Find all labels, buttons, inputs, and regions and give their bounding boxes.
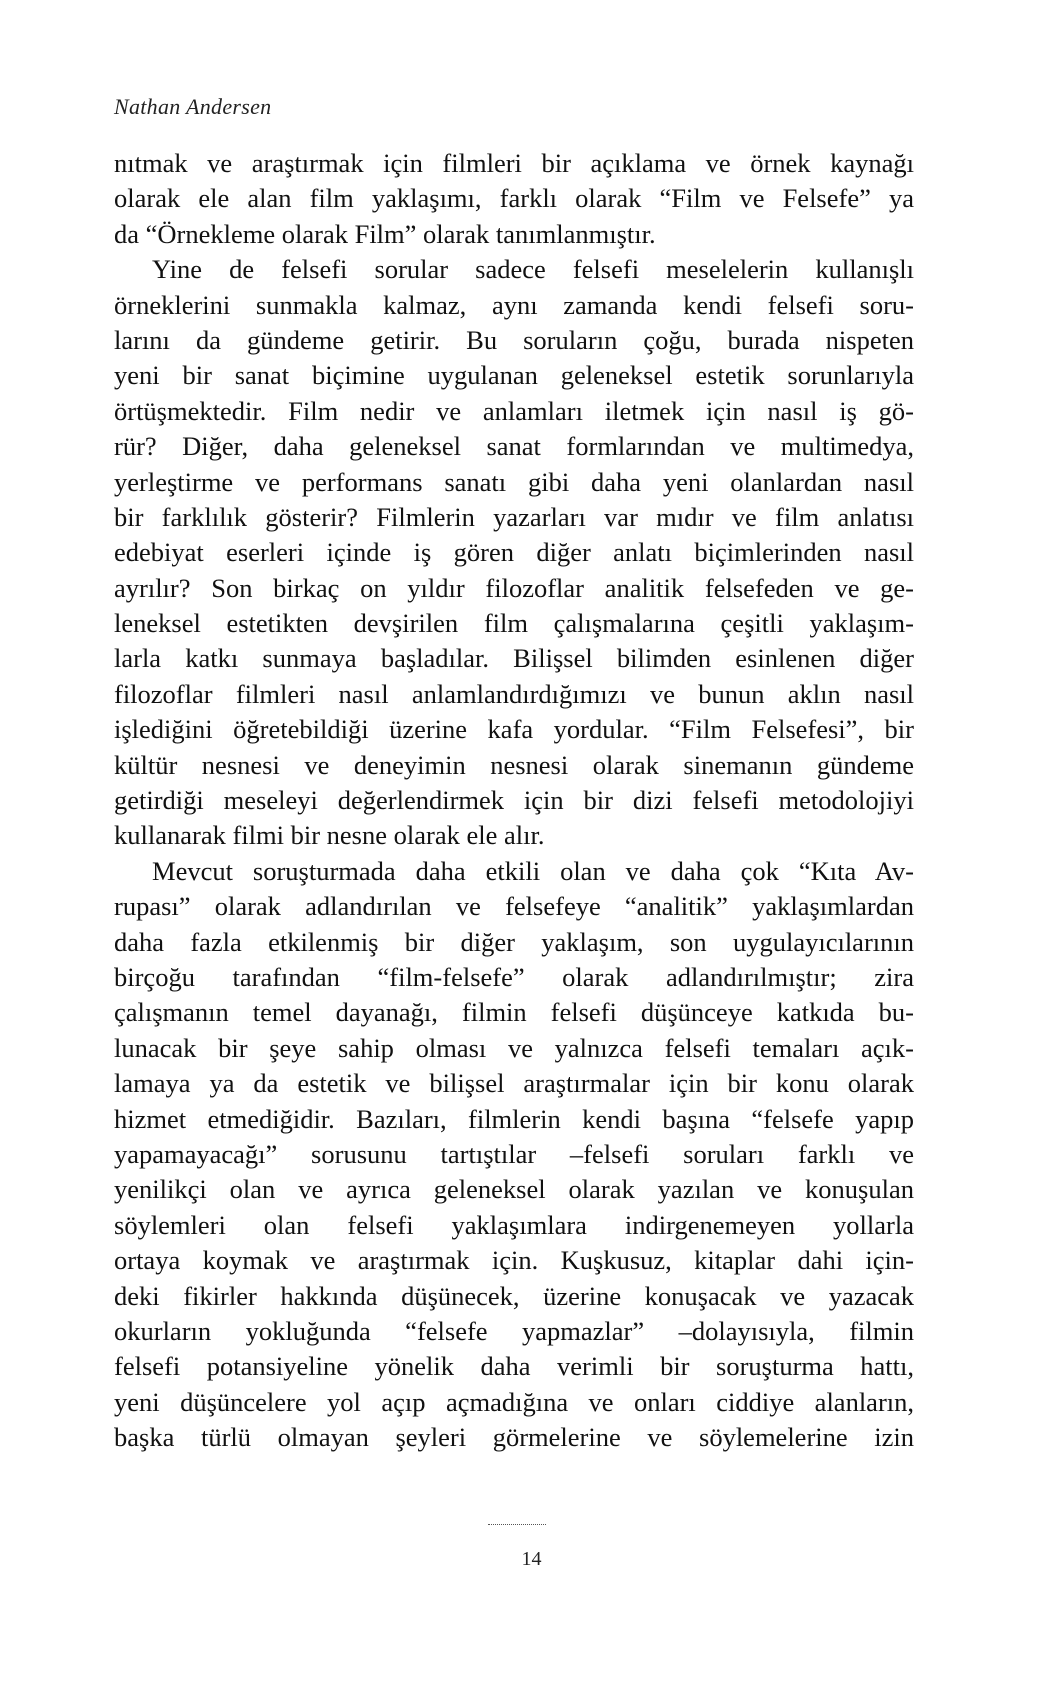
text-line: yenilikçi olan ve ayrıca geleneksel olarak yazılan ve konuşulan — [114, 1174, 914, 1205]
text-line: getirdiği meseleyi değerlendirmek için bir dizi felsefi metodolojiyi — [114, 785, 914, 816]
text-line: leneksel estetikten devşirilen film çalışmalarına çeşitli yaklaşım- — [114, 608, 914, 639]
text-line: edebiyat eserleri içinde iş gören diğer anlatı biçimlerinden nasıl — [114, 537, 914, 568]
text-line: rupası” olarak adlandırılan ve felsefeye “analitik” yaklaşımlardan — [114, 891, 914, 922]
text-line: yapamayacağı” sorusunu tartıştılar –felsefi soruları farklı ve — [114, 1138, 914, 1169]
text-line: söylemleri olan felsefi yaklaşımlara indirgenemeyen yollarla — [114, 1209, 914, 1240]
text-line: Yine de felsefi sorular sadece felsefi meselelerin kullanışlı — [152, 254, 914, 285]
text-line: Mevcut soruşturmada daha etkili olan ve daha çok “Kıta Av- — [152, 855, 914, 886]
text-line: hizmet etmediğidir. Bazıları, filmlerin kendi başına “felsefe yapıp — [114, 1103, 914, 1134]
text-line: filozoflar filmleri nasıl anlamlandırdığımızı ve bunun aklın nasıl — [114, 678, 914, 709]
paragraph — [114, 252, 914, 854]
text-line: daha fazla etkilenmiş bir diğer yaklaşım, son uygulayıcılarının — [114, 926, 914, 957]
text-line: çalışmanın temel dayanağı, filmin felsefi düşünceye katkıda bu- — [114, 997, 914, 1028]
text-line: lamaya ya da estetik ve bilişsel araştırmalar için bir konu olarak — [114, 1068, 914, 1099]
text-line: deki fikirler hakkında düşünecek, üzerine konuşacak ve yazacak — [114, 1280, 914, 1311]
text-line: başka türlü olmayan şeyleri görmelerine ve söylemelerine izin — [114, 1422, 914, 1453]
running-head: Nathan Andersen — [114, 94, 272, 119]
text-line: rür? Diğer, daha geleneksel sanat formlarından ve multimedya, — [114, 431, 914, 462]
paragraph — [114, 854, 914, 1456]
page-number: 14 — [521, 1548, 542, 1570]
text-line: yerleştirme ve performans sanatı gibi daha yeni olanlardan nasıl — [114, 466, 914, 497]
text-line: lunacak bir şeye sahip olması ve yalnızca felsefi temaları açık- — [114, 1032, 914, 1063]
text-line: birçoğu tarafından “film-felsefe” olarak adlandırılmıştır; zira — [114, 961, 914, 992]
text-line: felsefi potansiyeline yönelik daha verimli bir soruşturma hattı, — [114, 1351, 914, 1382]
text-line: örneklerini sunmakla kalmaz, aynı zamanda kendi felsefi soru- — [114, 289, 914, 320]
text-line: ortaya koymak ve araştırmak için. Kuşkusuz, kitaplar dahi için- — [114, 1245, 914, 1276]
text-line: bir farklılık gösterir? Filmlerin yazarları var mıdır ve film anlatısı — [114, 501, 914, 532]
text-line: kültür nesnesi ve deneyimin nesnesi olarak sinemanın gündeme — [114, 749, 914, 780]
text-line: yeni bir sanat biçimine uygulanan geleneksel estetik sorunlarıyla — [114, 360, 914, 391]
text-line: ayrılır? Son birkaç on yıldır filozoflar analitik felsefeden ve ge- — [114, 572, 914, 603]
folio-divider — [488, 1524, 546, 1525]
text-line: nıtmak ve araştırmak için filmleri bir açıklama ve örnek kaynağı — [114, 148, 914, 178]
paragraph — [114, 146, 914, 252]
text-line: larını da gündeme getirir. Bu soruların çoğu, burada nispeten — [114, 324, 914, 355]
text-line: okurların yokluğunda “felsefe yapmazlar” –dolayısıyla, filmin — [114, 1315, 914, 1346]
text-line: yeni düşüncelere yol açıp açmadığına ve onları ciddiye alanların, — [114, 1386, 914, 1417]
body-text — [114, 146, 914, 1455]
text-line: larla katkı sunmaya başladılar. Bilişsel bilimden esinlenen diğer — [114, 643, 914, 674]
text-line: kullanarak filmi bir nesne olarak ele alır. — [114, 820, 545, 851]
text-line: işlediğini öğretebildiği üzerine kafa yordular. “Film Felsefesi”, bir — [114, 714, 914, 745]
text-line: olarak ele alan film yaklaşımı, farklı olarak “Film ve Felsefe” ya — [114, 183, 914, 214]
text-line: da “Örnekleme olarak Film” olarak tanımlanmıştır. — [114, 218, 656, 249]
text-line: örtüşmektedir. Film nedir ve anlamları iletmek için nasıl iş gö- — [114, 395, 914, 426]
